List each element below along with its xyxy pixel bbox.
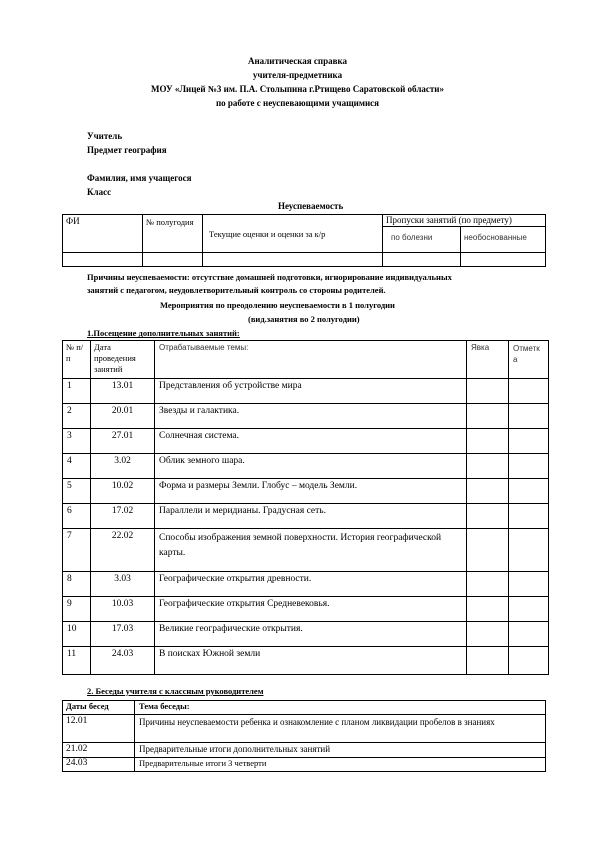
row-num: 11: [63, 647, 91, 675]
extra-table: [62, 340, 549, 675]
reasons-line-1: Причины неуспеваемости: отсутствие домашней подготовки, игнорирование индивидуальных: [87, 272, 452, 282]
row-date: 22.02: [91, 529, 155, 572]
row-attend: [467, 572, 509, 597]
header-attend: Явка: [467, 341, 509, 379]
talk-topic: Причины неуспеваемости ребенка и ознакомление с планом ликвидации пробелов в знаниях: [135, 715, 546, 743]
row-date: 10.02: [91, 479, 155, 504]
measures-line-2: (вид.занятия во 2 полугодии): [248, 314, 360, 324]
row-mark: [509, 529, 549, 572]
doc-title: Аналитическая справка: [247, 56, 348, 66]
teacher-label: Учитель: [87, 131, 123, 141]
cell-illness: [383, 253, 461, 267]
extra-title: 1.Посещение дополнительных занятий:: [87, 328, 240, 338]
row-num: 1: [63, 379, 91, 404]
table-row: [63, 454, 549, 479]
header-num: № п/п: [63, 341, 91, 379]
table-row: [63, 758, 546, 772]
header-talk-date: Даты бесед: [63, 701, 135, 715]
row-date: 13.01: [91, 379, 155, 404]
header-topic: Отрабатываемые темы:: [155, 341, 467, 379]
failing-table: [62, 214, 546, 267]
cell-grades: [203, 253, 383, 267]
row-mark: [509, 429, 549, 454]
header-grades: Текущие оценки и оценки за к/р: [203, 215, 383, 253]
row-date: 10.03: [91, 597, 155, 622]
row-num: 6: [63, 504, 91, 529]
row-date: 3.03: [91, 572, 155, 597]
row-attend: [467, 404, 509, 429]
measures-line-1: Мероприятия по преодолению неуспеваемости в 1 полугодии: [160, 300, 395, 310]
row-mark: [509, 597, 549, 622]
row-num: 9: [63, 597, 91, 622]
row-topic: Представления об устройстве мира: [155, 379, 467, 404]
table-row: [63, 429, 549, 454]
table-row: [63, 647, 549, 675]
cell-unexcused: [461, 253, 546, 267]
header-unexcused: необоснованные: [461, 227, 546, 253]
row-num: 7: [63, 529, 91, 572]
row-attend: [467, 479, 509, 504]
header-semester: № полугодия: [143, 215, 203, 253]
table-row: [63, 597, 549, 622]
row-topic: Способы изображения земной поверхности. История географической карты.: [155, 529, 467, 572]
row-attend: [467, 597, 509, 622]
table-row: [63, 504, 549, 529]
talk-topic: Предварительные итоги 3 четверти: [135, 758, 546, 772]
row-topic: Солнечная система.: [155, 429, 467, 454]
row-topic: Форма и размеры Земли. Глобус – модель Земли.: [155, 479, 467, 504]
row-date: 17.02: [91, 504, 155, 529]
row-attend: [467, 379, 509, 404]
row-num: 10: [63, 622, 91, 647]
row-topic: Географические открытия древности.: [155, 572, 467, 597]
row-topic: Параллели и меридианы. Градусная сеть.: [155, 504, 467, 529]
talks-table: [62, 700, 546, 772]
row-mark: [509, 404, 549, 429]
row-date: 24.03: [91, 647, 155, 675]
row-mark: [509, 572, 549, 597]
row-num: 3: [63, 429, 91, 454]
talk-date: 24.03: [63, 758, 135, 772]
row-date: 3.02: [91, 454, 155, 479]
row-date: 20.01: [91, 404, 155, 429]
header-mark: Отметка: [509, 341, 549, 379]
class-label: Класс: [87, 187, 112, 197]
row-mark: [509, 379, 549, 404]
row-date: 27.01: [91, 429, 155, 454]
header-absences: Пропуски занятий (по предмету): [383, 215, 546, 227]
row-attend: [467, 454, 509, 479]
failing-title: Неуспеваемость: [278, 201, 344, 211]
table-row: [63, 572, 549, 597]
talks-title: 2. Беседы учителя с классным руководителем: [87, 686, 264, 696]
row-mark: [509, 647, 549, 675]
table-row: [63, 715, 546, 743]
student-label: Фамилия, имя учащегося: [87, 173, 192, 183]
table-row: [63, 743, 546, 758]
cell-fio: [63, 253, 143, 267]
table-row: [63, 404, 549, 429]
row-attend: [467, 529, 509, 572]
row-num: 2: [63, 404, 91, 429]
header-talk-topic: Тема беседы:: [135, 701, 546, 715]
talk-date: 21.02: [63, 743, 135, 758]
header-illness: по болезни: [383, 227, 461, 253]
header-date: Дата проведения занятий: [91, 341, 155, 379]
row-attend: [467, 429, 509, 454]
row-topic: В поисках Южной земли: [155, 647, 467, 675]
table-row: [63, 529, 549, 572]
table-row: [63, 479, 549, 504]
report-topic: по работе с неуспевающими учащимися: [215, 98, 380, 108]
cell-semester: [143, 253, 203, 267]
row-mark: [509, 622, 549, 647]
talk-topic: Предварительные итоги дополнительных занятий: [135, 743, 546, 758]
row-topic: Великие географические открытия.: [155, 622, 467, 647]
row-num: 4: [63, 454, 91, 479]
row-topic: Облик земного шара.: [155, 454, 467, 479]
row-mark: [509, 504, 549, 529]
row-mark: [509, 454, 549, 479]
table-row: [63, 379, 549, 404]
row-num: 5: [63, 479, 91, 504]
header-fio: ФИ: [63, 215, 143, 253]
table-row: [63, 622, 549, 647]
row-topic: Звезды и галактика.: [155, 404, 467, 429]
row-date: 17.03: [91, 622, 155, 647]
school-name: МОУ «Лицей №3 им. П.А. Столыпина г.Ртищево Саратовской области»: [151, 84, 444, 94]
row-mark: [509, 479, 549, 504]
row-attend: [467, 647, 509, 675]
row-topic: Географические открытия Средневековья.: [155, 597, 467, 622]
row-num: 8: [63, 572, 91, 597]
reasons-line-2: занятий с педагогом, неудовлетворительный контроль со стороны родителей.: [87, 285, 386, 295]
row-attend: [467, 622, 509, 647]
talk-date: 12.01: [63, 715, 135, 743]
row-attend: [467, 504, 509, 529]
doc-subtitle: учителя-предметника: [252, 70, 343, 80]
subject-label: Предмет география: [87, 145, 167, 155]
